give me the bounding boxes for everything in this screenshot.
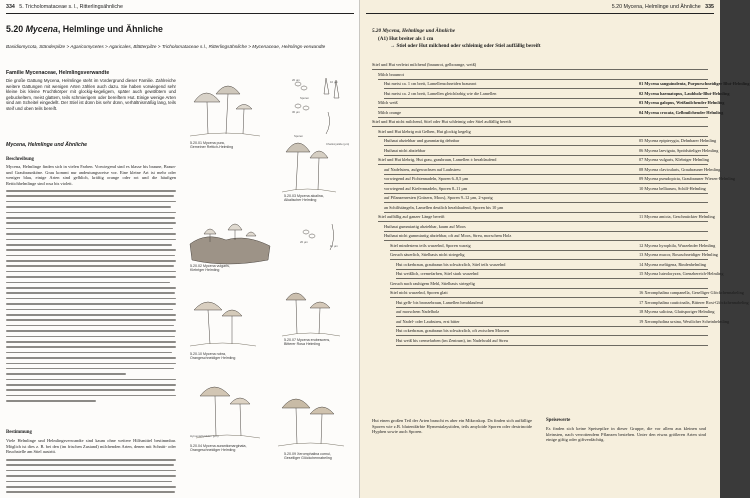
edibility-heading: Speisewerte: [546, 418, 571, 423]
spores-sketch-2: [303, 224, 334, 250]
scale-label: 20 µm: [300, 240, 308, 244]
key-row-rule: [378, 79, 708, 80]
key-row-text: Huthaut nicht abziehbar: [384, 147, 426, 153]
key-row-rule: [390, 259, 708, 260]
key-row: [360, 328, 720, 334]
key-row: [360, 109, 724, 116]
right-page-number: 335: [705, 4, 714, 10]
key-row-rule: [396, 335, 708, 336]
sublabel: Sporen: [300, 96, 310, 100]
header-rule: [366, 13, 714, 14]
key-row-text: Milch weiß: [378, 100, 398, 105]
key-row-text: Stiel und Hut klebrig, Hut grau, graubraun, Lamellen ± herablaufend: [378, 157, 497, 162]
key-row-rule: [378, 136, 708, 137]
key-row: [360, 214, 720, 220]
key-row-text: auf Nadelstreu, aufgewachsen auf Laubstreu: [384, 166, 461, 172]
key-row-rule: [378, 221, 708, 222]
key-row-text: Stiel auffällig auf ganzer Länge bereift: [378, 214, 445, 219]
caption-fig-4: 5.20.10 Mycena rubra, Orangeschneidiger Helmling: [190, 352, 236, 361]
sublabel: Hymenialzystiden (µm): [190, 434, 219, 438]
key-row-rule: [384, 202, 708, 203]
mycena-rubra-drawing: [190, 302, 256, 346]
key-row: [360, 100, 725, 106]
key-row-result: 18 Mycena salicina, Glattsporiger Helmling: [639, 309, 715, 314]
key-row: [360, 309, 720, 315]
key-row-text: Huthaut abziehbar und gummiartig dehnbar: [384, 138, 460, 143]
key-row-rule: [378, 164, 708, 165]
key-row-result: 07 Mycena vulgaris, Klebriger Helmling: [639, 157, 710, 162]
key-row: [360, 72, 720, 78]
mycena-pura-drawing: [190, 86, 260, 136]
left-running-title: 5. Tricholomataceae s. l., Ritterlingsähnliche: [19, 4, 123, 10]
key-row-result: 05 Mycena epipterygia, Dehnbarer Helmling: [639, 138, 717, 143]
key-row-rule: [384, 183, 708, 184]
key-row: [360, 157, 720, 163]
key-row-text: Geruch säuerlich, Stielbasis nicht striegelig: [390, 252, 465, 257]
key-row-rule: [396, 326, 708, 327]
mycena-aurantiomarginata-drawing: [196, 387, 260, 438]
key-row-result: 17 Xeromphalina cauticinalis, Bitterer Rost-Glöckchennabeling: [639, 299, 749, 305]
key-row-text: auf morschem Nadelholz: [396, 309, 440, 314]
left-running-header: [6, 4, 123, 10]
chapter-rest: , Helmlinge und Ähnliche: [57, 24, 163, 34]
key-row: [360, 252, 720, 258]
key-row: [360, 148, 720, 154]
key-row-rule: [384, 212, 708, 213]
key-row-rule: [396, 269, 708, 270]
key-row-text: an Schilfstängeln, Lamellen deutlich herablaufend, Sporen bis 10 µm: [384, 204, 504, 210]
caption-fig-5: 5.20.07 Mycena erubescens, Bitterer Rosa Helmling: [284, 338, 331, 347]
key-row: [360, 129, 720, 135]
description-text: Mycena, Helmlinge finden sich in vielen Farben. Vorwiegend sind es blasse bis braune, Braun- und Graubraunköne. Grau kommt nur andeutungsweise vor. Eine kleine Art ist mehr oder weniger blau, einige Arten sind gelblich, kräftig orange oder rot und die häufigen Rettichhelmlinge sind rosa bis violett.: [6, 164, 176, 186]
key-row-result: 14 Mycena meliigena, Rindenhelmling: [639, 261, 707, 267]
key-row-text: Milch braunrot: [378, 71, 404, 77]
key-row: [360, 138, 720, 144]
key-row-result: 09 Mycena pseudopicta, Graubrauner Wiesen-Helmling: [639, 176, 736, 181]
key-row-result: 11 Mycena amicta, Geschmückter Helmling: [639, 214, 715, 219]
key-row-rule: [384, 145, 708, 146]
key-row-rule: [378, 117, 708, 118]
key-row: [360, 262, 720, 268]
mushroom-illustrations: [186, 64, 356, 494]
spores-sketch-1: [295, 78, 339, 134]
key-row: [360, 233, 720, 239]
key-row-result: 02 Mycena haematopus, Laubholz-Blut-Helmling: [639, 90, 730, 96]
fig-1-spores-label: Sporen: [294, 134, 304, 138]
key-row-text: auf Pflanzenresten (Gräsern, Moos), Sporen 9–12 µm, 2-sporig: [384, 195, 493, 200]
key-row: [360, 119, 720, 125]
key-row-text: Stiel und Hut nicht milchend, Stiel oder Hut schleimig oder Stiel auffällig bereift: [372, 119, 512, 124]
key-row-result: 16 Xeromphalina campanella, Geselliger Glöckchennabeling: [639, 290, 744, 295]
key-row-text: Hut meist ca. 2 cm breit, Lamellen gleichfarbig wie die Lamellen: [384, 90, 497, 96]
chapter-number: 5.20: [6, 24, 24, 34]
xeromphalina-drawing: [278, 399, 344, 446]
key-row: [360, 62, 720, 68]
sublabel: Cheilocystide (µm): [326, 142, 350, 146]
key-row-rule: [396, 307, 708, 308]
taxonomy-line: Basidiomycota, Ständerpilze > Agaricomycetes > Agaricales, Blätterpilze > Tricholomataceae s.l., Ritterlingsähnliche > Mycenaceae, Helmlings-verwandte: [6, 44, 326, 49]
key-row-rule: [396, 345, 708, 346]
chapter-title: [6, 24, 163, 34]
key-row-rule: [384, 174, 708, 175]
key-row: [360, 318, 730, 325]
key-step-a1: (A1) Hut breiter als 1 cm: [378, 35, 434, 42]
key-row: [360, 186, 720, 192]
key-row-result: 04 Mycena crocata, Gelbmilchender Helmling: [639, 109, 724, 115]
section-heading: Mycena, Helmlinge und Ähnliche: [6, 142, 87, 148]
scale-label: 10 µm: [330, 80, 338, 84]
key-row-text: Geruch nach rauhigem Mehl, Stielbasis striegelig: [390, 280, 475, 286]
key-row-rule: [396, 316, 708, 317]
key-row-result: 10 Mycena belliarum, Schilf-Helmling: [639, 185, 706, 191]
left-page: [0, 0, 360, 498]
key-row-result: 08 Mycena clavicularis, Graubrauner Helmling: [639, 166, 721, 172]
key-row-result: 15 Mycena luteoloryzea, Grenzbereich-Helmling: [639, 271, 724, 276]
key-row: [360, 176, 736, 182]
key-row-text: Hut weißlich, cremefarben, Stiel stark wurzelnd: [396, 271, 479, 276]
key-row-rule: [384, 155, 708, 156]
key-row-text: Milch orange: [378, 109, 402, 115]
key-row-text: Hut ockerbraun, graubraun bis schwärzlich, oft zwischen Moosen: [396, 328, 509, 333]
key-row-text: Hut gelb- bis bronzebraun, Lamellen herablaufend: [396, 299, 483, 305]
key-title: 5.20 Mycena, Helmlinge und Ähnliche: [372, 28, 456, 34]
key-row-rule: [390, 288, 708, 289]
key-row-rule: [384, 193, 708, 194]
scale-label: 20 µm: [292, 78, 300, 82]
key-row-text: Huthaut nicht gummiartig abziehbar, oft auf Moos, Streu, morschem Holz: [384, 233, 512, 238]
mycena-alcalina-drawing: [282, 143, 336, 192]
key-row-result: 01 Mycena sanguinolenta, Purpurschneidiger Blut-Helmling: [639, 81, 750, 86]
key-row-text: Stiel und Hut klebrig mit Gelben, Hut glockig kegelig: [378, 128, 471, 134]
bottom-left-text: Hut einen großen Teil der Arten braucht es aber ein Mikroskop. Da finden sich auffällige Sporen wie z.B. blutentfärbte Hymenialzystiden, teils amyloide Sporen oder dextrinoide Hyphen sowie auch Sporen.: [372, 418, 532, 435]
family-text: Die große Gattung Mycena, Helmlinge steht im Vordergrund dieser Familie. Zahlreiche weitere Gattungen mit wenigen Arten zählen auch dazu. Sie haben vorwiegend sehr kleine bis kleine Fruchtkörper mit glockig-kegeligem, später auch gewölbtem und gebuckeltem, meist glattem, teils schmierigem oder bereiftem Hut. Einige wenige Arten sind am Scheitel eingedellt. Der Stiel ist dünn bis sehr dünn, verhältnismäßig lang, teils steif und oben teils bereift.: [6, 78, 176, 111]
key-row-text: Hut weiß bis cremefarben (im Zentrum), im Nadelwald auf Streu: [396, 337, 508, 343]
key-row: [360, 167, 720, 173]
key-row: [360, 90, 730, 97]
right-running-header: [612, 4, 714, 10]
key-row: [360, 243, 720, 249]
key-row: [360, 338, 720, 344]
bottom-right-text: Es finden sich keine Speisepilze in dieser Gruppe, die vor allem aus kleinen und kleinsten, nach verrottendem Pflanzen bestehen. Unter den etwas größeren Arten sind einige giftig oder giftverdächtig.: [546, 426, 706, 443]
key-step-sub: → Stiel oder Hut milchend oder schleimig oder Stiel auffällig bereift: [390, 43, 541, 49]
caption-fig-2: 5.20.03 Mycena alcalina, Alkalischer Helmling: [284, 194, 324, 203]
key-row-text: vorwiegend auf Fichtennadeln, Sporen 6–8,5 µm: [384, 176, 469, 181]
identification-text-lines: [6, 459, 176, 497]
description-heading: Beschreibung: [6, 157, 34, 162]
key-row-text: Hut meist ca. 1 cm breit, Lamellenschneiden braunrot: [384, 81, 477, 86]
key-row-result: 19 Xerompholina ursina, Westlicher Scheinhelmling: [639, 318, 730, 324]
key-row-text: vorwiegend auf Kiefernnadeln, Sporen 8–11 µm: [384, 185, 468, 191]
key-row: [360, 290, 744, 296]
identification-heading: Bestimmung: [6, 430, 32, 435]
right-running-title: 5.20 Mycena, Helmlinge und Ähnliche: [611, 4, 701, 10]
key-title-block: [372, 28, 541, 51]
key-row-rule: [384, 231, 708, 232]
mycena-vulgaris-drawing: [190, 224, 270, 264]
identification-text: Viele Helmlinge und Helmlingsverwandte sind kaum ohne weitere Hilfsmittel bestimmbar. Möglich ist dies z. B. bei den (im frischen Zustand) milchenden Arten, denen mit Schnitt- oder Bruchstelle am Stiel austritt.: [6, 438, 176, 455]
key-row: [360, 195, 720, 201]
key-row: [360, 281, 720, 287]
key-row-text: Stiel und Hut verletzt milchend (braunrot, gelborange, weiß): [372, 62, 477, 67]
key-row-text: Stiel mindestens teils wurzelnd, Sporen warzig: [390, 242, 471, 248]
key-row-text: auf Nadel- oder Laubstreu, erst bitter: [396, 318, 460, 324]
key-row-rule: [372, 126, 708, 127]
key-row: [360, 224, 720, 230]
key-row-result: 06 Mycena laevigata, Sprödstieliger Helmling: [639, 147, 719, 153]
scale-label: 30 µm: [292, 110, 300, 114]
caption-fig-6: 5.20.04 Mycena aurantiomarginata, Orangeschneidiger Helmling: [190, 444, 247, 453]
key-row-rule: [384, 88, 708, 89]
key-row: [360, 205, 720, 211]
family-heading: Familie Mycenaceae, Helmlingsverwandte: [6, 70, 110, 76]
header-rule: [6, 13, 354, 14]
key-row-text: Huthaut gummiartig abziehbar, kaum auf Moos: [384, 223, 466, 229]
key-row-rule: [384, 98, 708, 99]
key-row-result: 03 Mycena galopus, Weißmilchender Helmling: [639, 100, 725, 105]
caption-fig-1: 5.20.01 Mycena pura, Gemeiner Rettich-Helmling: [190, 141, 234, 150]
key-row-rule: [390, 250, 708, 251]
key-row-rule: [384, 240, 708, 241]
chapter-genus: Mycena: [25, 24, 58, 34]
scale-label: 10 µm: [330, 244, 338, 248]
key-row-rule: [396, 278, 708, 279]
key-row-result: 12 Mycena hyrophila, Wurzelnder Helmling: [639, 242, 716, 248]
right-page: [360, 0, 750, 498]
description-text-lines: [6, 190, 176, 406]
left-page-number: 334: [6, 4, 15, 10]
key-row-rule: [378, 107, 708, 108]
caption-fig-7: 5.20.09 Xeromphalina cornui, Geselliger Glöckchennabeling: [284, 452, 332, 461]
caption-fig-3: 5.20.02 Mycena vulgaris, Klebriger Helmling: [190, 264, 230, 273]
key-row-text: Hut ockerbraun, graubraun bis schwärzlich, Stiel teils wurzelnd: [396, 261, 506, 267]
key-row-result: 13 Mycena mucor, Rosaschneidiger Helmling: [639, 252, 718, 257]
mycena-erubescens-drawing: [282, 293, 340, 336]
key-row: [360, 81, 750, 87]
key-row: [360, 271, 724, 277]
key-row: [360, 299, 749, 306]
key-row-rule: [390, 297, 708, 298]
key-row-text: Stiel nicht wurzelnd, Sporen glatt: [390, 290, 448, 295]
key-row-rule: [372, 69, 708, 70]
